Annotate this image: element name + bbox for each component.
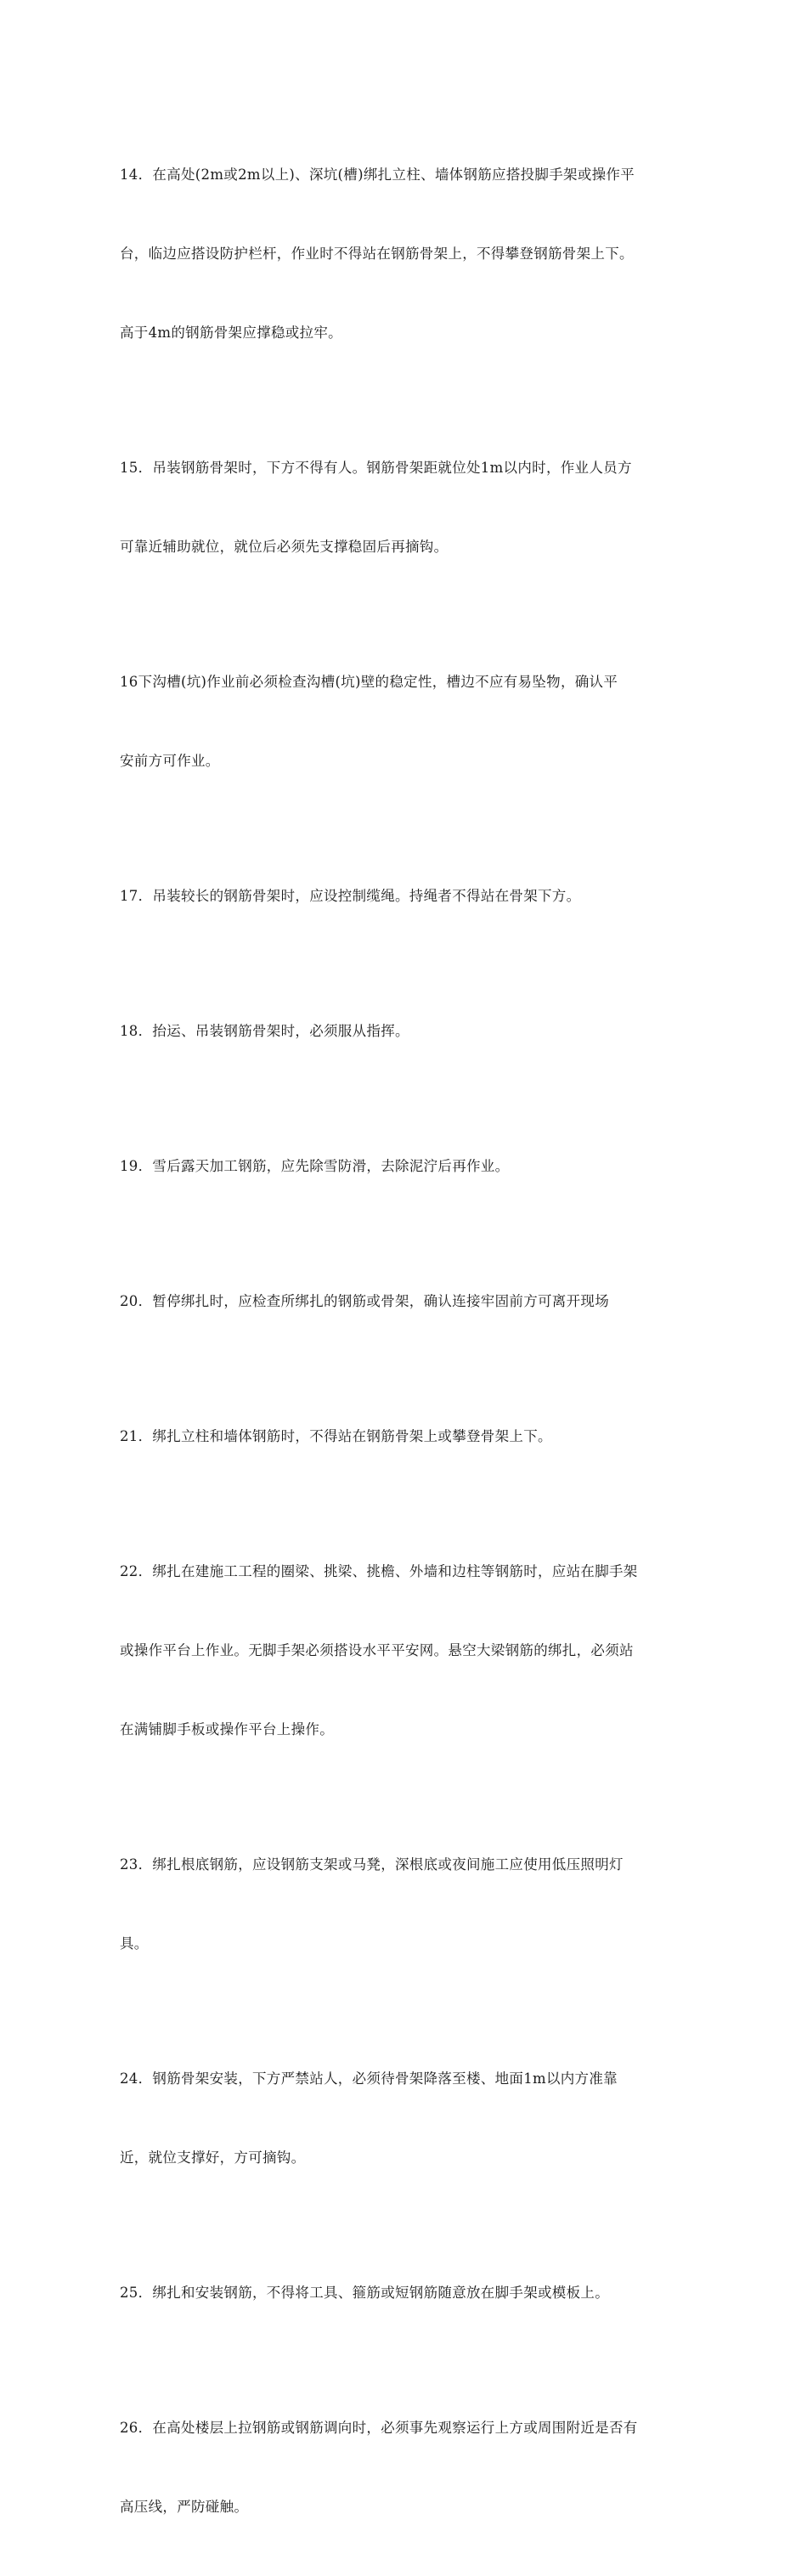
paragraph-26 [120,2362,693,2573]
paragraph-line: 17．吊装较长的钢筋骨架时，应设控制缆绳。持绳者不得站在骨架下方。 [120,888,581,904]
paragraph-17 [120,830,693,962]
paragraph-line: 23．绑扎根底钢筋，应设钢筋支架或马凳，深根底或夜间施工应使用低压照明灯 [120,1856,624,1873]
paragraph-23 [120,1799,693,2009]
paragraph-line: 15．吊装钢筋骨架时，下方不得有人。钢筋骨架距就位处1m以内时，作业人员方 [120,460,632,476]
paragraph-line: 25．绑扎和安装钢筋，不得将工具、箍筋或短钢筋随意放在脚手架或模板上。 [120,2285,609,2301]
paragraph-line: 21．绑扎立柱和墙体钢筋时，不得站在钢筋骨架上或攀登骨架上下。 [120,1428,552,1444]
paragraph-line: 具。 [120,1935,149,1952]
paragraph-15 [120,402,693,613]
paragraph-line: 14．在高处(2m或2m以上)、深坑(槽)绑扎立柱、墙体钢筋应搭投脚手架或操作平 [120,167,635,183]
paragraph-line: 或操作平台上作业。无脚手架必须搭设水平平安网。悬空大梁钢筋的绑扎，必须站 [120,1642,634,1658]
paragraph-22 [120,1505,693,1795]
paragraph-line: 可靠近辅助就位，就位后必须先支撑稳固后再摘钩。 [120,539,449,555]
paragraph-14 [120,109,693,398]
paragraph-line: 24．钢筋骨架安装，下方严禁站人，必须待骨架降落至楼、地面1m以内方准靠 [120,2070,618,2087]
paragraph-line: 16下沟槽(坑)作业前必须检查沟槽(坑)壁的稳定性，槽边不应有易坠物，确认平 [120,674,618,690]
paragraph-line: 26．在高处楼层上拉钢筋或钢筋调向时，必须事先观察运行上方或周围附近是否有 [120,2420,638,2436]
paragraph-line: 19．雪后露天加工钢筋，应先除雪防滑，去除泥泞后再作业。 [120,1158,510,1174]
paragraph-line: 22．绑扎在建施工工程的圈梁、挑梁、挑檐、外墙和边柱等钢筋时，应站在脚手架 [120,1563,638,1579]
paragraph-18 [120,965,693,1097]
paragraph-line: 台，临边应搭设防护栏杆，作业时不得站在钢筋骨架上，不得攀登钢筋骨架上下。 [120,246,634,262]
paragraph-19 [120,1100,693,1232]
paragraph-24 [120,2013,693,2223]
paragraph-line: 高压线，严防碰触。 [120,2499,249,2515]
document-body [120,109,693,2576]
paragraph-line: 近，就位支撑好，方可摘钩。 [120,2149,306,2166]
paragraph-20 [120,1235,693,1367]
paragraph-line: 安前方可作业。 [120,753,220,769]
paragraph-line: 在满铺脚手板或操作平台上操作。 [120,1721,334,1737]
paragraph-21 [120,1370,693,1502]
paragraph-line: 18．抬运、吊装钢筋骨架时，必须服从指挥。 [120,1023,409,1039]
paragraph-line: 20．暂停绑扎时，应检查所绑扎的钢筋或骨架，确认连接牢固前方可离开现场 [120,1293,609,1309]
paragraph-line: 高于4m的钢筋骨架应撑稳或拉牢。 [120,325,342,341]
paragraph-25 [120,2227,693,2359]
paragraph-16 [120,616,693,827]
